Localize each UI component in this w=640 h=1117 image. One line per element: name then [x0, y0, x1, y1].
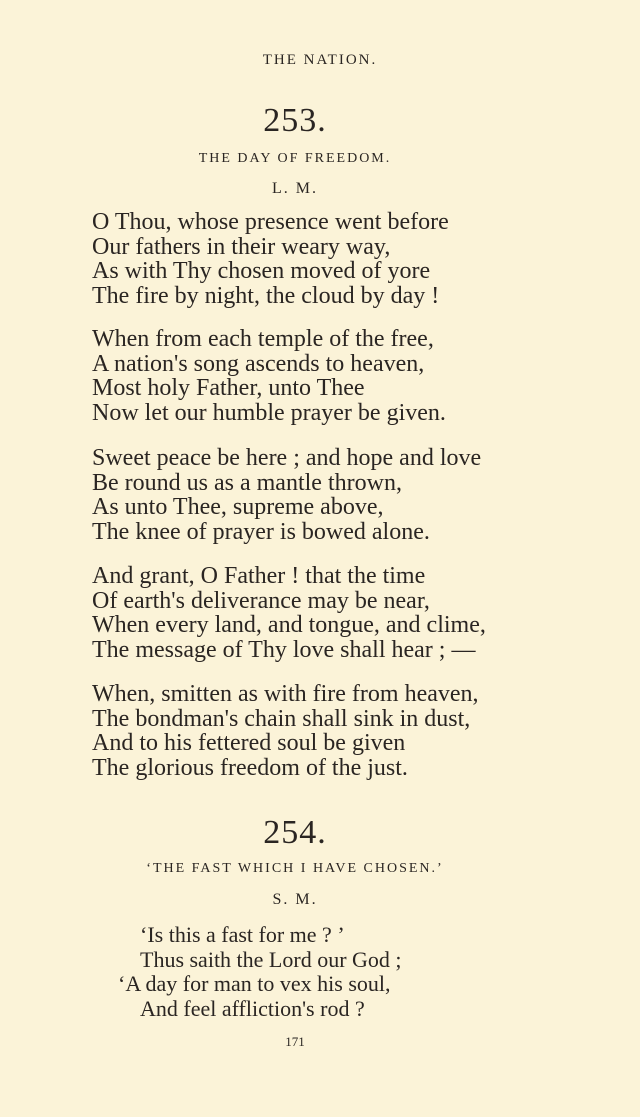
verse-line: The fire by night, the cloud by day !	[92, 282, 440, 309]
verse-line: The bondman's chain shall sink in dust,	[92, 705, 471, 732]
hymn-meter-254: S. M.	[272, 891, 318, 908]
verse-line: When every land, and tongue, and clime,	[92, 612, 486, 638]
verse-line: When, smitten as with fire from heaven,	[92, 681, 479, 707]
verse-line: The glorious freedom of the just.	[92, 754, 408, 781]
verse-line: And feel affliction's rod ?	[140, 995, 365, 1021]
verse-line: The knee of prayer is bowed alone.	[92, 518, 430, 545]
hymn-meter-253: L. M.	[272, 180, 318, 197]
verse-line: Our fathers in their weary way,	[92, 233, 391, 260]
stanza-254-1	[118, 923, 402, 1021]
verse-line: And to his fettered soul be given	[92, 730, 406, 756]
hymn-number-254: 254.	[263, 814, 327, 851]
verse-line: A nation's song ascends to heaven,	[92, 350, 425, 377]
verse-line: When from each temple of the free,	[92, 326, 434, 352]
verse-line: Be round us as a mantle thrown,	[92, 469, 402, 496]
stanza-253-1	[92, 210, 449, 308]
verse-line: As unto Thee, supreme above,	[92, 494, 384, 520]
verse-line: The message of Thy love shall hear ; —	[92, 636, 476, 663]
hymn-title-254: ‘THE FAST WHICH I HAVE CHOSEN.’	[146, 861, 444, 876]
verse-line: Sweet peace be here ; and hope and love	[92, 445, 482, 471]
verse-line: Now let our humble prayer be given.	[92, 399, 446, 426]
verse-line: And grant, O Father ! that the time	[92, 563, 426, 589]
verse-line: Most holy Father, unto Thee	[92, 375, 365, 401]
verse-line: Thus saith the Lord our God ;	[140, 946, 402, 972]
stanza-253-2	[92, 327, 446, 425]
stanza-253-4	[92, 564, 486, 662]
verse-line: As with Thy chosen moved of yore	[92, 258, 431, 284]
page-number: 171	[285, 1034, 305, 1049]
hymn-number-253: 253.	[263, 102, 327, 139]
running-head: THE NATION.	[262, 52, 378, 68]
verse-line: ‘Is this a fast for me ? ’	[140, 922, 345, 947]
verse-line: ‘A day for man to vex his soul,	[118, 971, 391, 996]
stanza-253-3	[92, 446, 481, 544]
verse-line: O Thou, whose presence went before	[92, 209, 449, 235]
hymn-title-253: THE DAY OF FREEDOM.	[198, 151, 392, 166]
stanza-253-5	[92, 682, 479, 780]
verse-line: Of earth's deliverance may be near,	[92, 587, 430, 614]
